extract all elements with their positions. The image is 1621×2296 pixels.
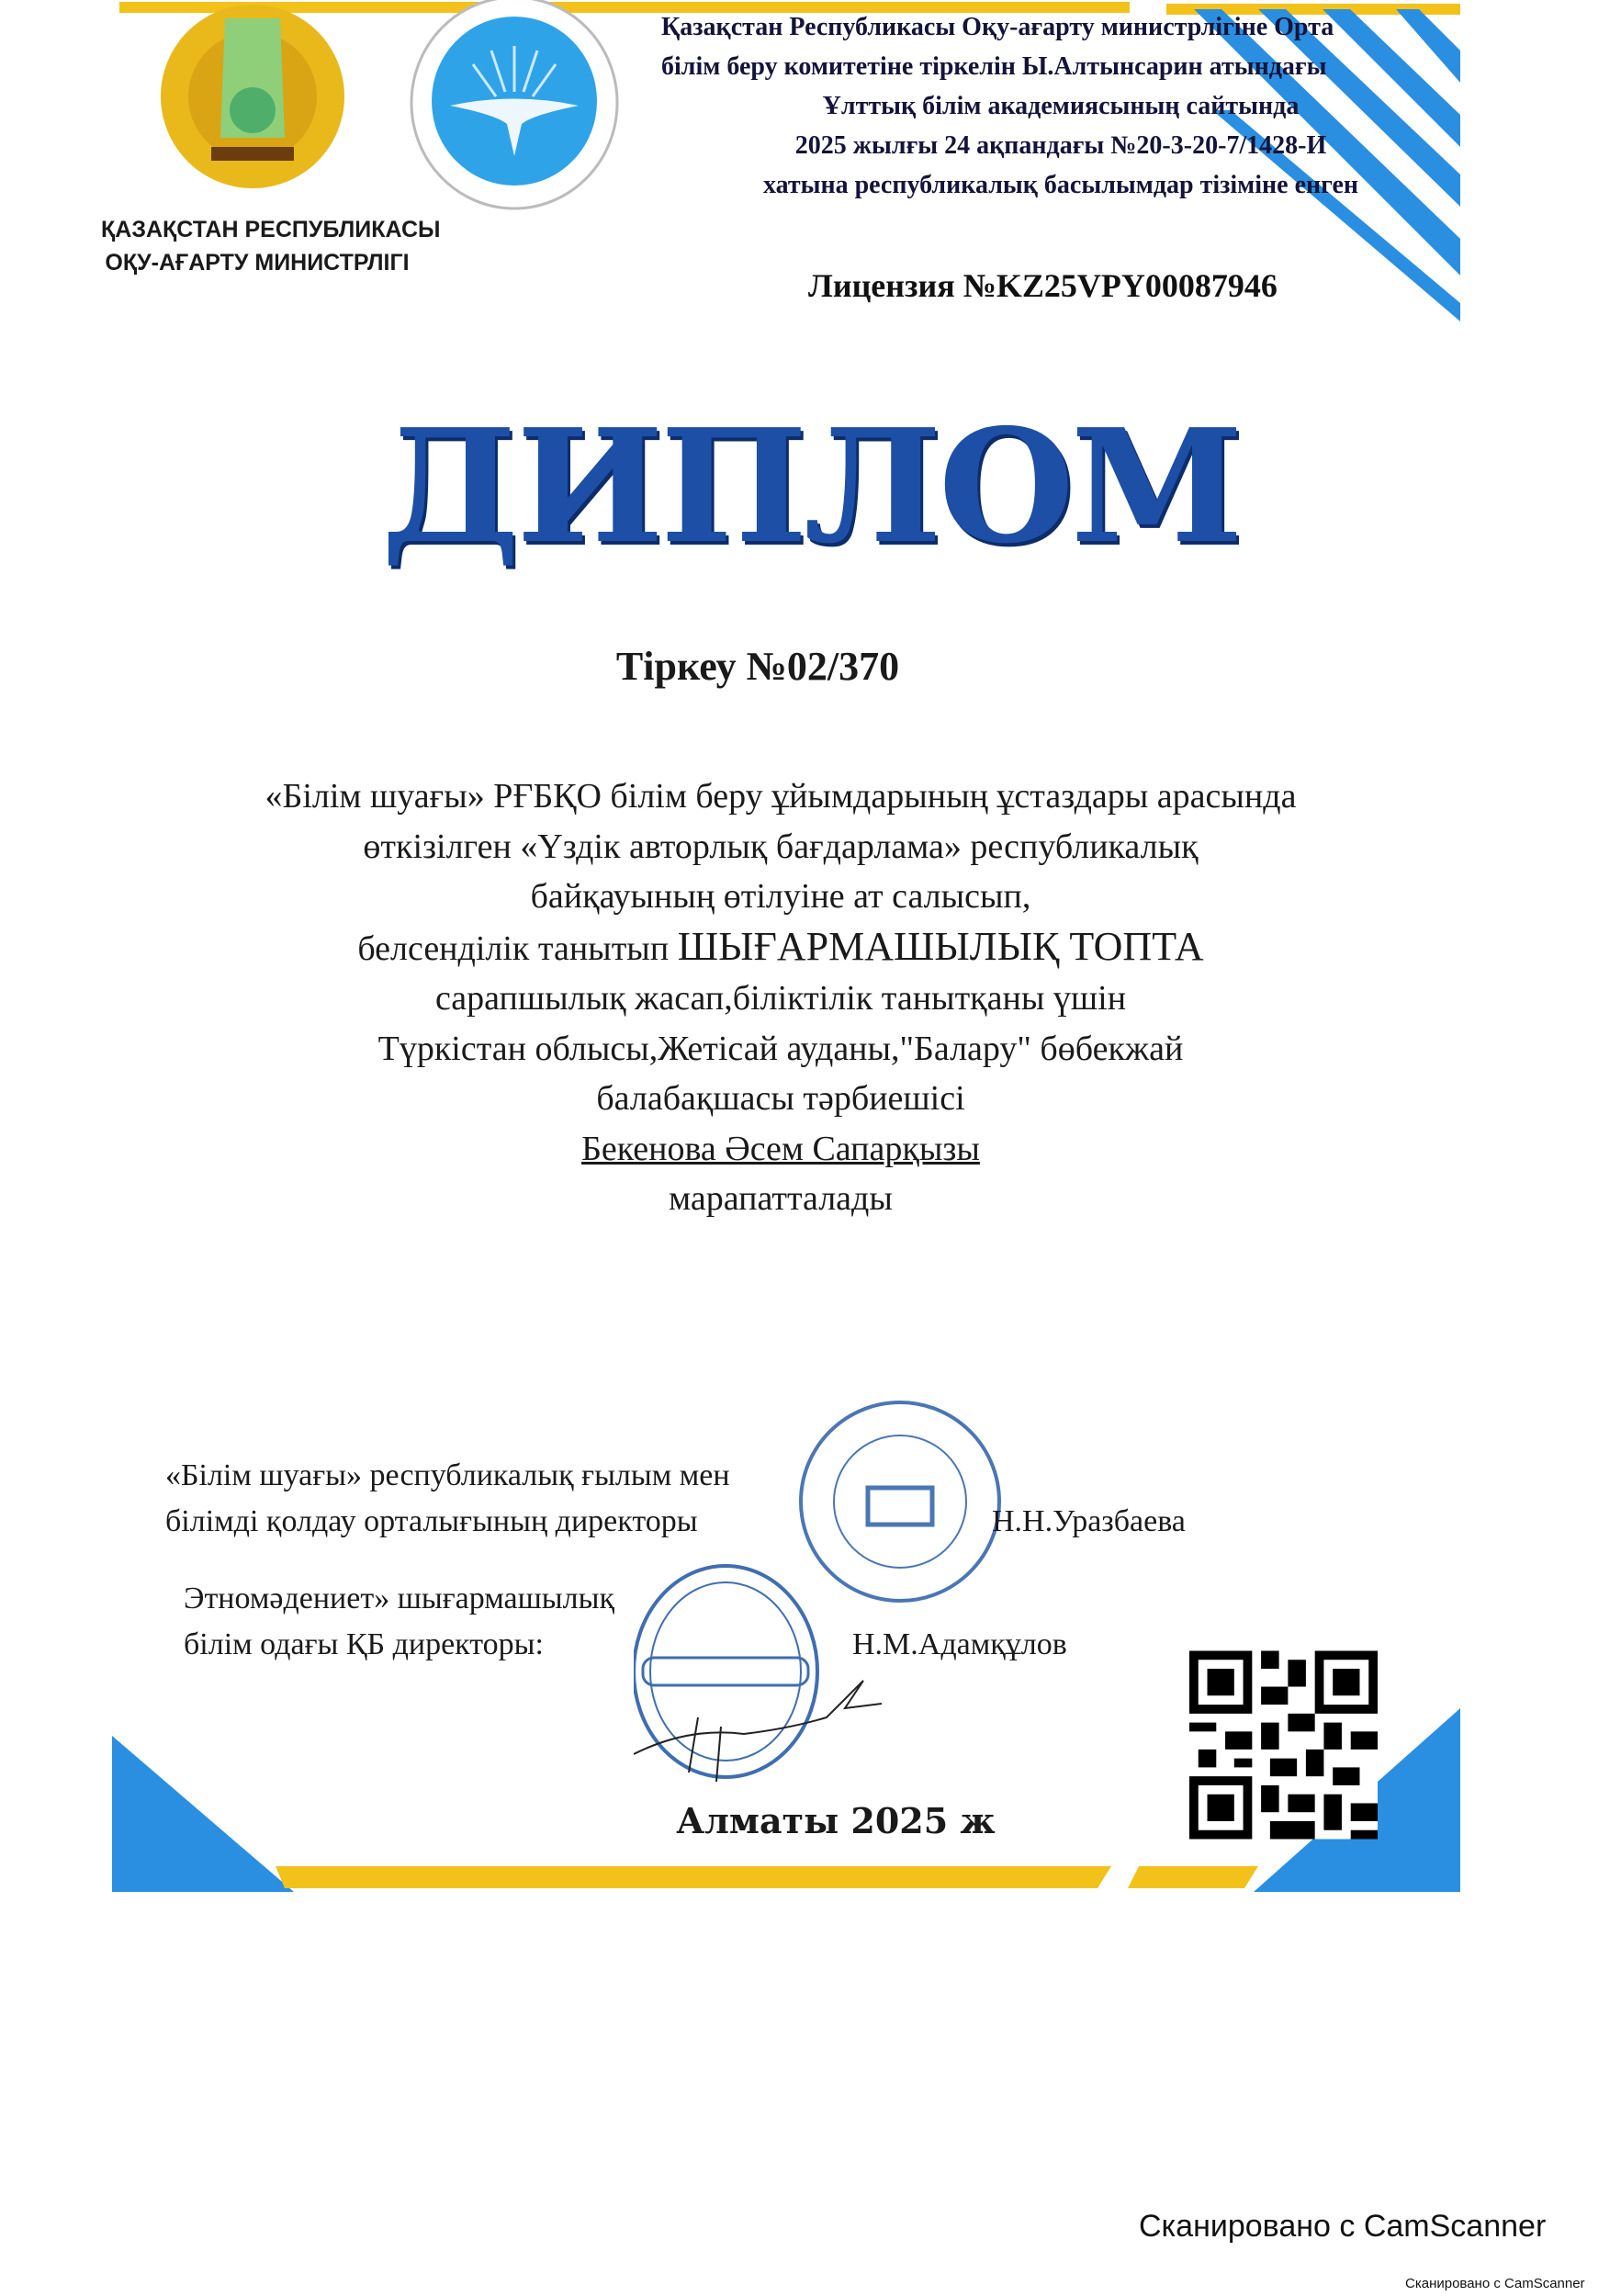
ministry-line2: ОҚУ-АҒАРТУ МИНИСТРЛІГІ (105, 250, 410, 276)
award-line: балабақшасы тәрбиешісі (596, 1079, 965, 1118)
bottom-yellow-band-right (1128, 1866, 1258, 1888)
license-number: Лицензия №KZ25VPY00087946 (808, 267, 1278, 304)
ministry-line1: ҚАЗАҚСТАН РЕСПУБЛИКАСЫ (101, 217, 441, 242)
stamp-ethnomadeniet (634, 1566, 817, 1777)
signatory-name-2: Н.М.Адамқұлов (852, 1627, 1067, 1661)
award-group: ШЫҒАРМАШЫЛЫҚ ТОПТА (677, 923, 1204, 969)
bottom-left-blue-triangle (112, 1736, 294, 1892)
registration-number: Тіркеу №02/370 (615, 644, 900, 689)
recipient-name: Бекенова Әсем Сапарқызы (581, 1129, 980, 1168)
award-text (138, 771, 1424, 1224)
header-line: Қазақстан Республикасы Оқу-ағарту министрлігіне Орта (661, 13, 1334, 41)
signatory-name-1: Н.Н.Уразбаева (992, 1504, 1186, 1538)
award-line: «Білім шуағы» РҒБҚО білім беру ұйымдарының ұстаздары арасында (265, 777, 1297, 816)
header-line: хатына республикалық басылымдар тізіміне енген (762, 171, 1359, 199)
city-year: Алматы 2025 ж (676, 1800, 996, 1841)
stamp-bilim-shuagy (801, 1402, 999, 1601)
bilim-shuagy-logo-icon (404, 0, 625, 216)
award-line: марапатталады (669, 1179, 893, 1218)
award-line: байқауының өтілуіне ат салысып, (530, 877, 1031, 916)
signatory-title-line: Этномәдениет» шығармашылық (184, 1581, 614, 1615)
award-line-part: белсенділік танытып (357, 929, 678, 968)
signature (634, 1681, 882, 1754)
diploma-title: ДИПЛОМ (381, 395, 1240, 579)
stamps (634, 1387, 1019, 1791)
award-line (138, 922, 1424, 974)
kazakhstan-emblem-icon (147, 0, 358, 197)
award-line: Түркістан облысы,Жетісай ауданы,"Балару" бөбекжай (377, 1029, 1184, 1068)
bottom-yellow-band (276, 1866, 1111, 1888)
registration-header (661, 7, 1460, 205)
qr-code-icon (1189, 1649, 1378, 1841)
signatory-title-line: білім одағы ҚБ директоры: (184, 1627, 544, 1661)
award-line: сарапшылық жасап,біліктілік танытқаны үшін (434, 979, 1127, 1018)
signature-block-1 (165, 1453, 730, 1545)
signatory-title-line: «Білім шуағы» республикалық ғылым мен (165, 1458, 730, 1492)
signatory-title-line: білімді қолдау орталығының директоры (165, 1504, 698, 1538)
header-line: Ұлттық білім академиясының сайтында (822, 92, 1300, 120)
award-line: өткізілген «Үздік авторлық бағдарлама» республикалық (363, 827, 1199, 866)
camscanner-watermark: Сканировано с CamScanner (1139, 2209, 1547, 2244)
signature-block-2 (184, 1576, 614, 1668)
ministry-label (101, 213, 441, 279)
camscanner-small-label: Сканировано с CamScanner (1405, 2276, 1585, 2291)
header-line: білім беру комитетіне тіркелін Ы.Алтынсарин атындағы (661, 52, 1327, 81)
header-line: 2025 жылғы 24 ақпандағы №20-3-20-7/1428-И (794, 131, 1327, 160)
